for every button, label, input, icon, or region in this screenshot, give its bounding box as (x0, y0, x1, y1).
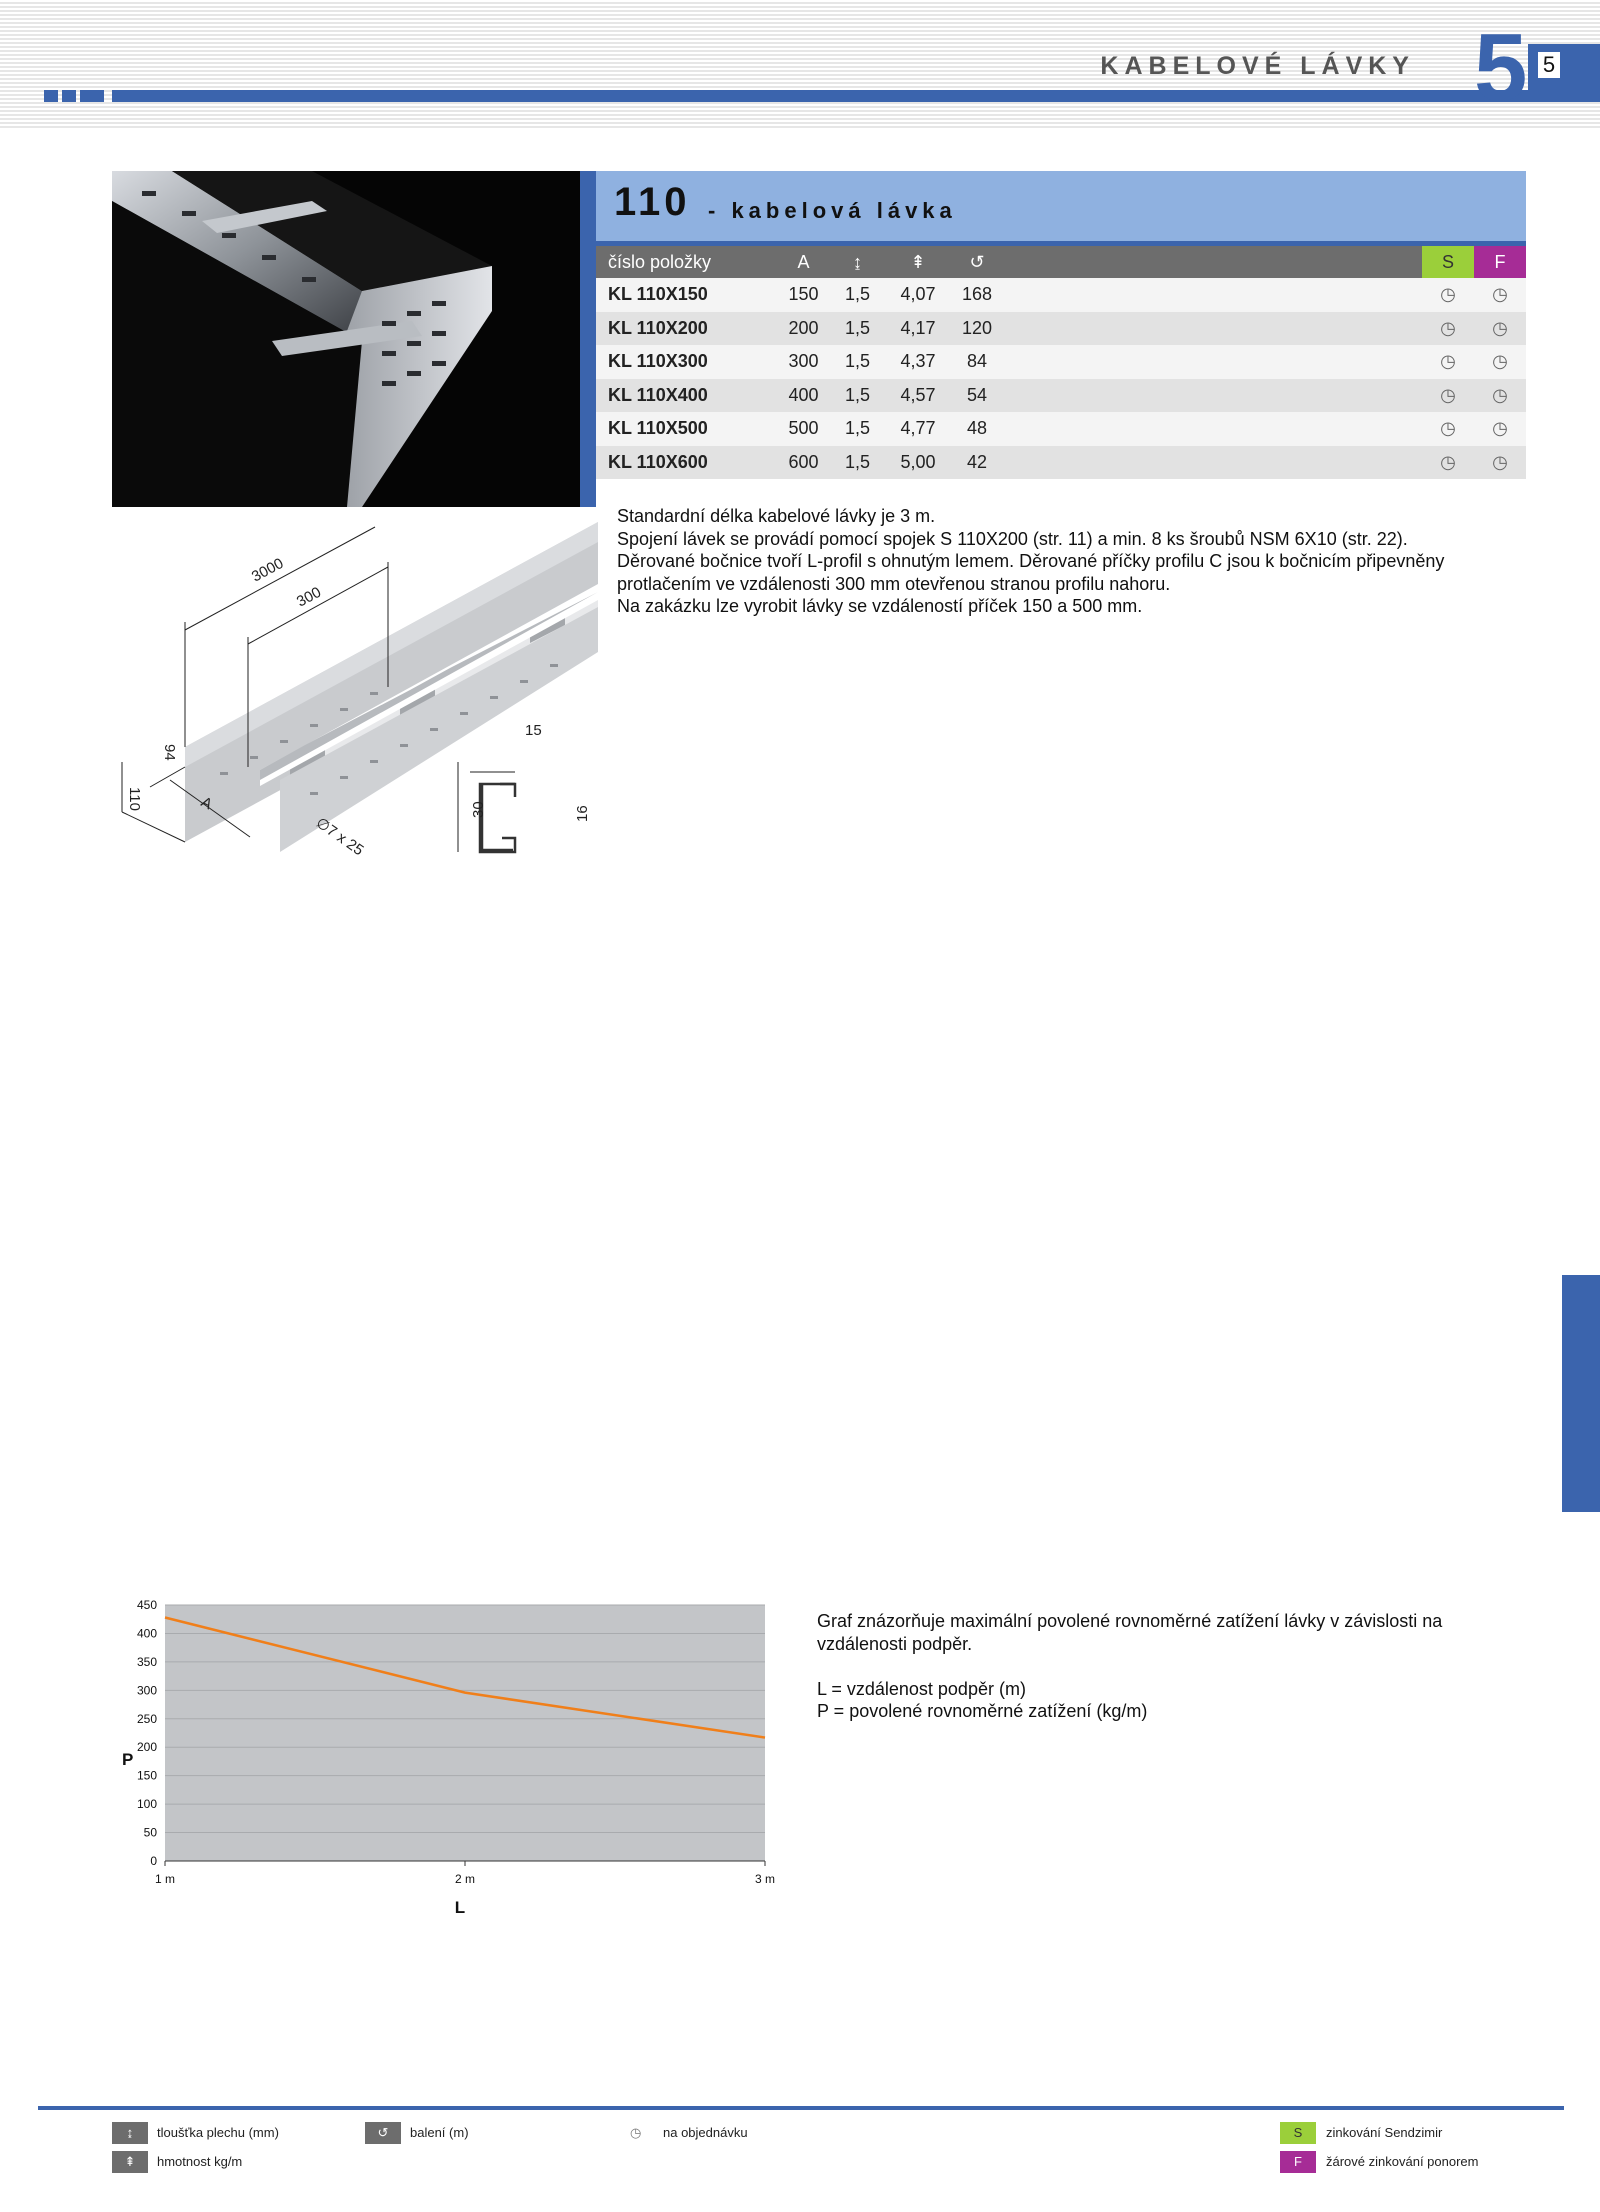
cell-pack: 54 (947, 379, 1007, 413)
cell-weight: 4,77 (889, 412, 947, 446)
clock-icon: ◷ (1474, 278, 1526, 312)
cell-weight: 4,17 (889, 312, 947, 346)
y-tick-label: 300 (136, 1683, 157, 1698)
item-code: KL 110X200 (596, 312, 781, 346)
plot-area (165, 1605, 765, 1861)
description-line: Na zakázku lze vyrobit lávky se vzdáleností příček 150 a 500 mm. (617, 596, 1143, 616)
cell-weight: 4,37 (889, 345, 947, 379)
accent-strip (580, 171, 596, 507)
clock-icon: ◷ (1422, 446, 1474, 480)
side-tab (1562, 1275, 1600, 1512)
cell-pack: 42 (947, 446, 1007, 480)
legend-pack-label: balení (m) (410, 2125, 469, 2140)
item-code: KL 110X600 (596, 446, 781, 480)
product-name: - kabelová lávka (708, 198, 957, 223)
item-code: KL 110X400 (596, 379, 781, 413)
y-axis-label: P (122, 1750, 134, 1769)
cell-thickness: 1,5 (826, 345, 889, 379)
col-s-header: S (1422, 246, 1474, 278)
product-description (617, 505, 1527, 618)
dim-height-outer: 110 (126, 787, 143, 811)
cell-thickness: 1,5 (826, 379, 889, 413)
page-number: 5 (1538, 52, 1560, 78)
clock-icon: ◷ (1474, 446, 1526, 480)
legend-weight-label: hmotnost kg/m (157, 2154, 243, 2169)
weight-icon: ⇞ (112, 2151, 148, 2173)
col-f-header: F (1474, 246, 1526, 278)
weight-icon: ⇞ (889, 246, 947, 278)
thickness-icon: ↨ (826, 246, 889, 278)
cell-spacer (1007, 345, 1422, 379)
dim-profile-inner: 16 (574, 805, 591, 822)
clock-icon: ◷ (1422, 379, 1474, 413)
cell-weight: 4,07 (889, 278, 947, 312)
thickness-icon: ↨ (112, 2122, 148, 2144)
load-chart (110, 1595, 780, 1925)
clock-icon: ◷ (1474, 345, 1526, 379)
chart-explanation (817, 1610, 1517, 1723)
cell-weight: 5,00 (889, 446, 947, 480)
cell-thickness: 1,5 (826, 312, 889, 346)
header-spacer (1007, 246, 1422, 278)
col-item-header: číslo položky (596, 246, 781, 278)
y-tick-label: 400 (136, 1626, 157, 1641)
explanation-line: P = povolené rovnoměrné zatížení (kg/m) (817, 1701, 1148, 1721)
cell-a: 200 (781, 312, 826, 346)
y-tick-label: 450 (136, 1598, 157, 1612)
description-line: Spojení lávek se provádí pomocí spojek S 110X200 (str. 11) a min. 8 ks šroubů NSM 6X10 (str. 22). (617, 528, 1408, 549)
cell-weight: 4,57 (889, 379, 947, 413)
header-square (80, 90, 104, 102)
product-photo (112, 171, 580, 507)
technical-drawing (110, 522, 598, 862)
description-line: protlačením ve vzdálenosti 300 mm otevřenou stranou profilu nahoru. (617, 573, 1171, 594)
header-square (62, 90, 76, 102)
x-tick-label: 1 m (154, 1872, 176, 1886)
explanation-spacer (817, 1655, 1517, 1678)
cell-spacer (1007, 446, 1422, 480)
y-tick-label: 150 (136, 1768, 157, 1783)
x-axis-label: L (454, 1898, 466, 1917)
cell-a: 150 (781, 278, 826, 312)
s-badge: S (1280, 2122, 1316, 2144)
cell-a: 300 (781, 345, 826, 379)
description-line: Standardní délka kabelové lávky je 3 m. (617, 506, 936, 526)
legend-thickness-label: tloušťka plechu (mm) (157, 2125, 279, 2140)
clock-icon: ◷ (1422, 412, 1474, 446)
table-row (596, 312, 1526, 346)
dim-hole: ∅7 x 25 (312, 814, 367, 860)
cell-a: 400 (781, 379, 826, 413)
explanation-line: Graf znázorňuje maximální povolené rovnoměrné zatížení lávky v závislosti na (817, 1611, 1443, 1631)
y-tick-label: 100 (136, 1797, 157, 1812)
table-row (596, 345, 1526, 379)
product-code: 110 (614, 180, 691, 224)
dim-height-inner: 94 (161, 744, 178, 761)
dim-profile-width: 15 (525, 722, 542, 739)
f-badge: F (1280, 2151, 1316, 2173)
section-number: 5 (1474, 14, 1528, 121)
pack-icon: ↺ (365, 2122, 401, 2144)
y-tick-label: 50 (143, 1825, 157, 1840)
item-code: KL 110X150 (596, 278, 781, 312)
clock-icon: ◷ (1474, 412, 1526, 446)
item-code: KL 110X300 (596, 345, 781, 379)
cell-spacer (1007, 379, 1422, 413)
y-tick-label: 200 (136, 1740, 157, 1755)
cell-spacer (1007, 312, 1422, 346)
header-square (44, 90, 58, 102)
cell-spacer (1007, 412, 1422, 446)
item-code: KL 110X500 (596, 412, 781, 446)
cell-a: 600 (781, 446, 826, 480)
cell-pack: 84 (947, 345, 1007, 379)
clock-icon: ◷ (1474, 312, 1526, 346)
cell-thickness: 1,5 (826, 278, 889, 312)
y-tick-label: 0 (150, 1854, 157, 1868)
pack-icon: ↺ (947, 246, 1007, 278)
description-line: Děrované bočnice tvoří L-profil s ohnutým lemem. Děrované příčky profilu C jsou k bočnicím připevněny (617, 551, 1445, 571)
cell-pack: 168 (947, 278, 1007, 312)
table-row (596, 446, 1526, 480)
x-tick-label: 3 m (754, 1872, 776, 1886)
clock-icon: ◷ (630, 2125, 642, 2140)
clock-icon: ◷ (1474, 379, 1526, 413)
cell-spacer (1007, 278, 1422, 312)
header-bar (112, 90, 1528, 102)
section-title: KABELOVÉ LÁVKY (1100, 52, 1415, 80)
explanation-line: vzdálenosti podpěr. (817, 1633, 973, 1654)
cell-pack: 120 (947, 312, 1007, 346)
table-row (596, 412, 1526, 446)
clock-icon: ◷ (1422, 278, 1474, 312)
dim-width: A (198, 793, 215, 814)
col-a-header: A (781, 246, 826, 278)
dim-profile-height: 30 (470, 801, 487, 818)
cell-pack: 48 (947, 412, 1007, 446)
product-table (596, 246, 1526, 479)
table-header-row (596, 246, 1526, 278)
legend-order-label: na objednávku (663, 2125, 748, 2140)
cell-a: 500 (781, 412, 826, 446)
dim-spacing: 300 (293, 583, 324, 611)
clock-icon: ◷ (1422, 345, 1474, 379)
y-tick-label: 250 (136, 1711, 157, 1726)
cell-thickness: 1,5 (826, 412, 889, 446)
footer-line (38, 2106, 1564, 2110)
x-tick-label: 2 m (454, 1872, 476, 1886)
y-tick-label: 350 (136, 1654, 157, 1669)
legend-s-label: zinkování Sendzimir (1326, 2125, 1443, 2140)
clock-icon: ◷ (1422, 312, 1474, 346)
table-row (596, 278, 1526, 312)
table-row (596, 379, 1526, 413)
explanation-line: L = vzdálenost podpěr (m) (817, 1678, 1026, 1699)
dim-length: 3000 (248, 554, 287, 586)
cell-thickness: 1,5 (826, 446, 889, 480)
legend-f-label: žárové zinkování ponorem (1326, 2154, 1479, 2169)
